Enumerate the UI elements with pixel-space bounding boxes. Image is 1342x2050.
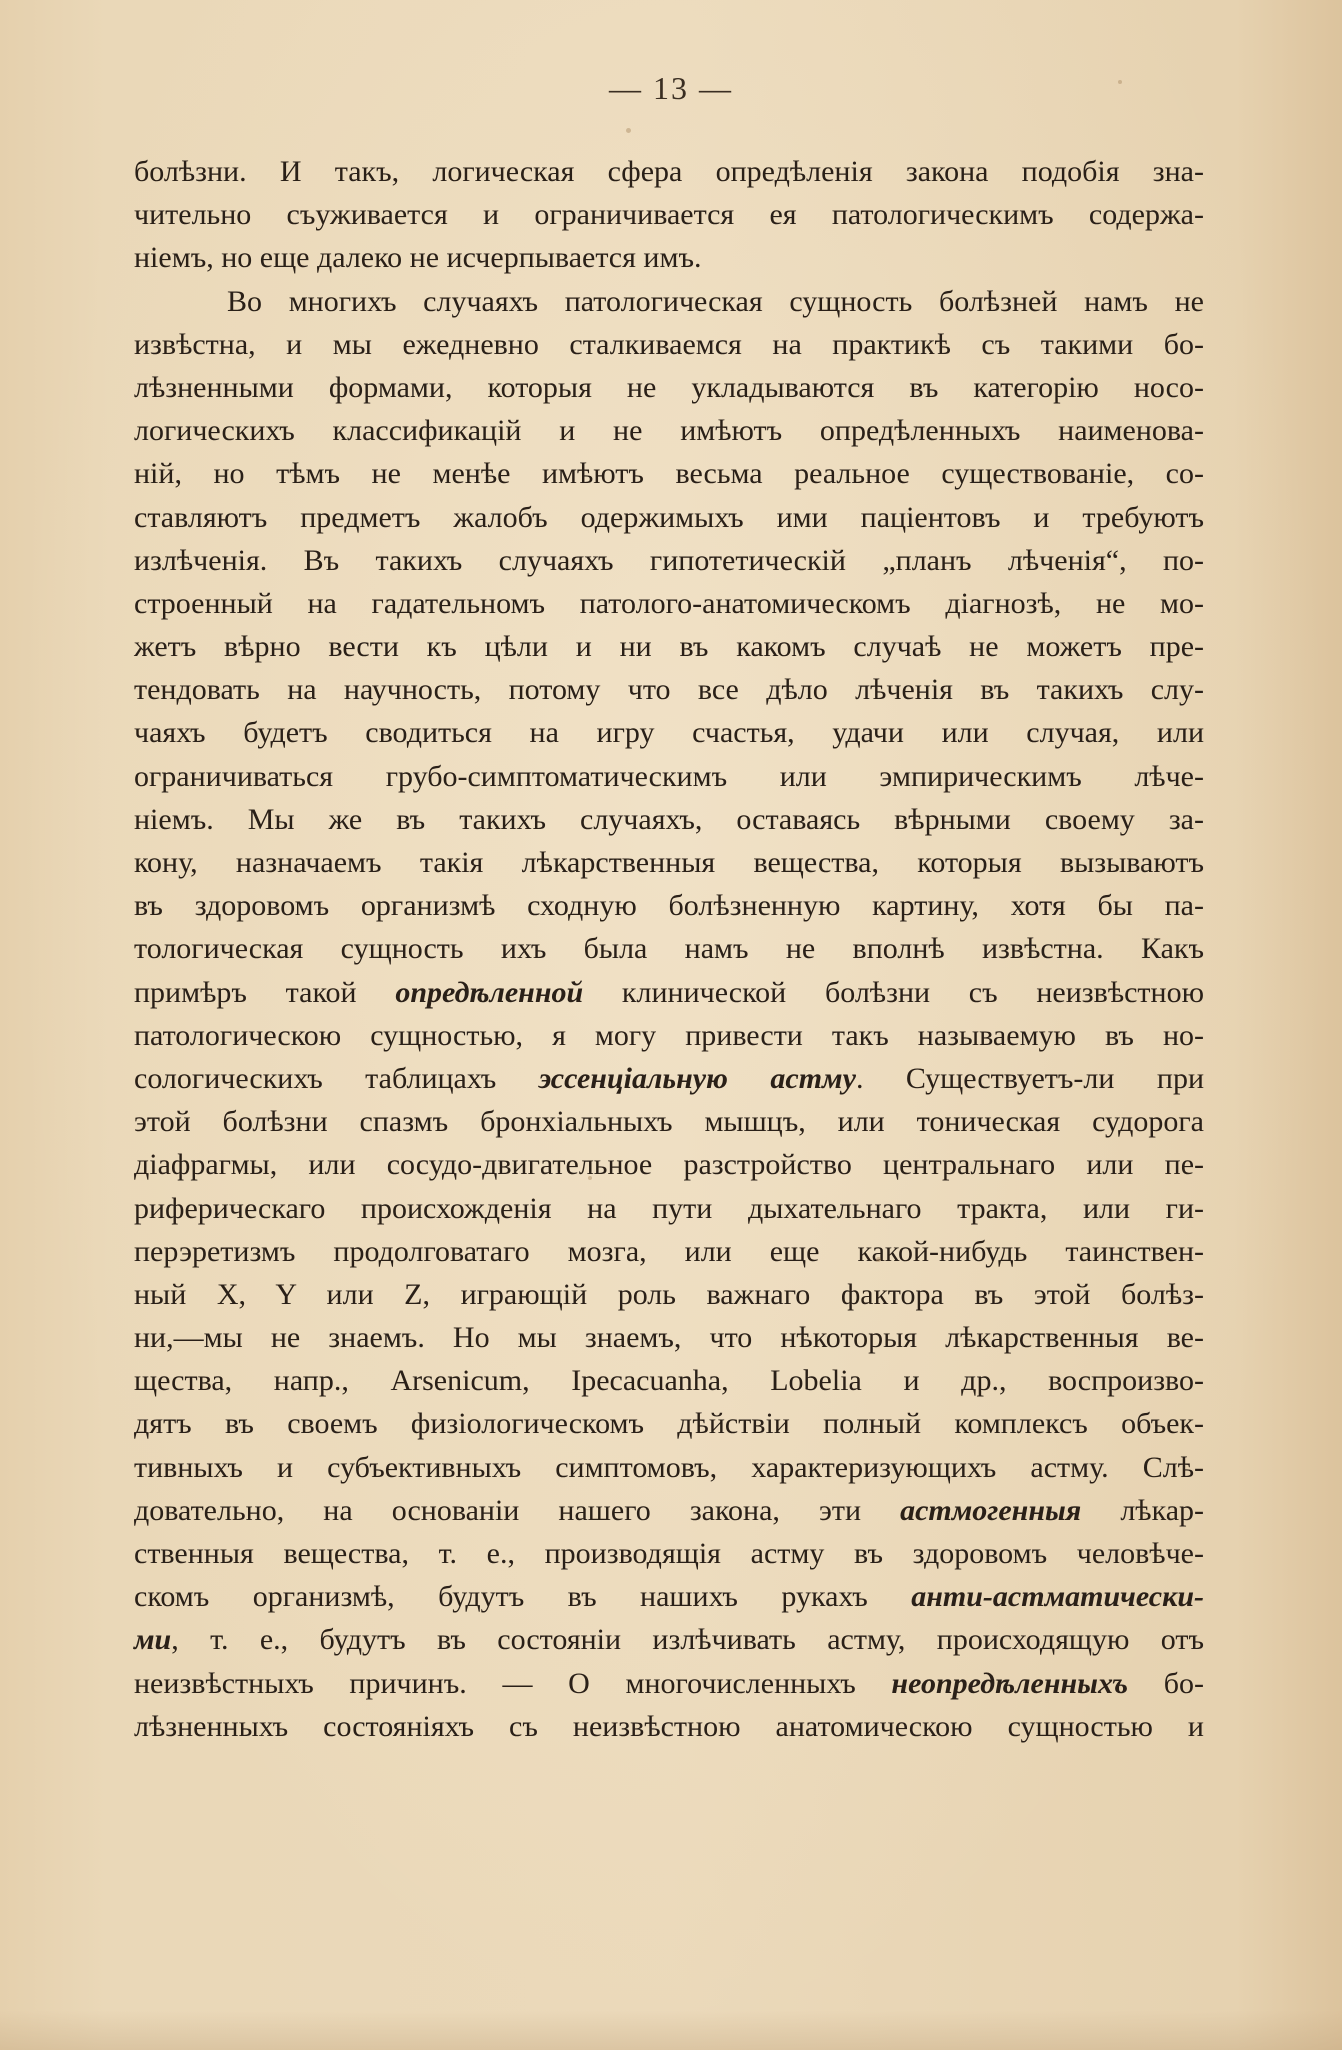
text-line: [134, 1057, 1204, 1100]
text-line: кону, назначаемъ такія лѣкарственныя вещества, которыя вызываютъ: [134, 846, 1204, 879]
text-line: ставляютъ предметъ жалобъ одержимыхъ ими паціентовъ и требуютъ: [134, 500, 1204, 534]
text-line: ніемъ, но еще далеко не исчерпывается имъ.: [134, 241, 702, 275]
text-line: діафрагмы, или сосудо-двигательное разстройство центральнаго или пе-: [134, 1148, 1204, 1182]
text-line: [134, 1489, 1204, 1532]
text-line: ственныя вещества, т. е., производящія астму въ здоровомъ человѣче-: [134, 1537, 1204, 1570]
text-line: логическихъ классификацій и не имѣютъ опредѣленныхъ наименова-: [134, 414, 1204, 448]
paper-stain: [588, 1176, 592, 1180]
emphasized-term: эссенціальную астму: [538, 1061, 856, 1095]
text-run: довательно, на основаніи нашего закона, эти: [134, 1493, 901, 1527]
text-line: болѣзни. И такъ, логическая сфера опредѣленія закона подобія зна-: [134, 155, 1204, 188]
text-run: лѣкар-: [1081, 1493, 1204, 1527]
text-run: . Существуетъ-ли при: [855, 1061, 1204, 1095]
text-line: ній, но тѣмъ не менѣе имѣютъ весьма реальное существованіе, со-: [134, 457, 1204, 491]
text-line: строенный на гадательномъ патолого-анатомическомъ діагнозѣ, не мо-: [134, 586, 1204, 620]
text-line: лѣзненныхъ состояніяхъ съ неизвѣстною анатомическою сущностью и: [134, 1709, 1204, 1743]
text-line: чаяхъ будетъ сводиться на игру счастья, удачи или случая, или: [134, 716, 1204, 750]
text-line: тологическая сущность ихъ была намъ не вполнѣ извѣстна. Какъ: [134, 932, 1204, 966]
text-line: перэретизмъ продолговатаго мозга, или еще какой-нибудь таинствен-: [134, 1234, 1204, 1268]
emphasized-term: анти-астматически-: [911, 1580, 1204, 1614]
text-line: тивныхъ и субъективныхъ симптомовъ, характеризующихъ астму. Слѣ-: [134, 1450, 1204, 1484]
page-edge-shadow: [0, 2010, 1342, 2050]
text-run: клинической болѣзни съ неизвѣстною: [583, 975, 1205, 1009]
text-line: [134, 1575, 1204, 1618]
text-line: [134, 971, 1204, 1014]
paper-stain: [876, 1257, 881, 1262]
text-line: риферическаго происхожденія на пути дыхательнаго тракта, или ги-: [134, 1191, 1204, 1225]
page-number: — 13 —: [609, 70, 733, 106]
body-text: [134, 150, 1204, 1748]
emphasized-term: неопредѣленныхъ: [891, 1666, 1129, 1700]
text-line: ніемъ. Мы же въ такихъ случаяхъ, оставаясь вѣрными своему за-: [134, 802, 1204, 836]
text-line: ограничиваться грубо-симптоматическимъ или эмпирическимъ лѣче-: [134, 759, 1204, 793]
text-run: неизвѣстныхъ причинъ. — О многочисленныхъ: [134, 1666, 892, 1700]
text-line: дятъ въ своемъ физіологическомъ дѣйствіи полный комплексъ объек-: [134, 1407, 1204, 1441]
paper-stain: [1118, 80, 1122, 84]
paper-stain: [626, 128, 631, 133]
text-run: бо-: [1128, 1666, 1204, 1700]
text-line: въ здоровомъ организмѣ сходную болѣзненную картину, хотя бы па-: [134, 889, 1204, 923]
text-run: , т. е., будутъ въ состояніи излѣчивать астму, происходящую отъ: [171, 1623, 1204, 1657]
text-line: излѣченія. Въ такихъ случаяхъ гипотетическій „планъ лѣченія“, по-: [134, 543, 1204, 577]
emphasized-term: ми: [134, 1623, 172, 1657]
text-line: щества, напр., Arsenicum, Ipecacuanha, Lobelia и др., воспроизво-: [134, 1364, 1204, 1398]
text-line: тендовать на научность, потому что все дѣло лѣченія въ такихъ слу-: [134, 673, 1204, 707]
text-run: скомъ организмѣ, будутъ въ нашихъ рукахъ: [134, 1580, 912, 1614]
text-line: ни,—мы не знаемъ. Но мы знаемъ, что нѣкоторыя лѣкарственныя ве-: [134, 1321, 1204, 1355]
text-line: [134, 1618, 1204, 1661]
emphasized-term: астмогенныя: [900, 1493, 1082, 1527]
text-line: Во многихъ случаяхъ патологическая сущность болѣзней намъ не: [227, 284, 1204, 318]
text-line: чительно съуживается и ограничивается ея патологическимъ содержа-: [134, 198, 1204, 232]
text-run: примѣръ такой: [134, 975, 396, 1009]
text-run: сологическихъ таблицахъ: [134, 1061, 539, 1095]
text-line: извѣстна, и мы ежедневно сталкиваемся на практикѣ съ такими бо-: [134, 327, 1204, 361]
emphasized-term: опредѣленной: [395, 975, 584, 1009]
text-line: ный X, Y или Z, играющій роль важнаго фактора въ этой болѣз-: [134, 1277, 1204, 1311]
text-line: лѣзненными формами, которыя не укладываются въ категорію носо-: [134, 370, 1204, 404]
text-line: жетъ вѣрно вести къ цѣли и ни въ какомъ случаѣ не можетъ пре-: [134, 630, 1204, 664]
text-line: патологическою сущностью, я могу привести такъ называемую въ но-: [134, 1018, 1204, 1052]
text-line: [134, 1662, 1204, 1705]
text-line: этой болѣзни спазмъ бронхіальныхъ мышцъ, или тоническая судорога: [134, 1105, 1204, 1139]
